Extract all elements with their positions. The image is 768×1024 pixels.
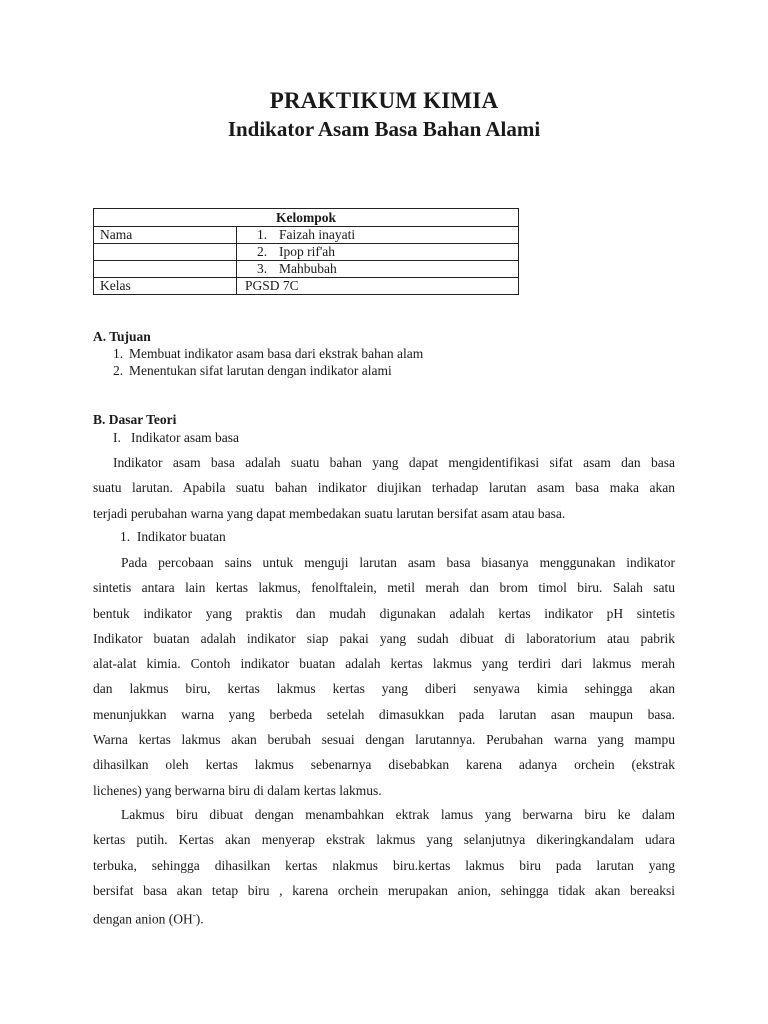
list-text: Membuat indikator asam basa dari ekstrak bahan alam — [129, 346, 424, 361]
class-value: PGSD 7C — [237, 278, 519, 295]
table-row — [94, 278, 519, 295]
member-name: Mahbubah — [279, 261, 337, 276]
empty-cell — [94, 244, 237, 261]
text-line: Pada percobaan sains untuk menguji larutan asam basa biasanya menggunakan indikator — [121, 555, 675, 570]
table-row — [94, 261, 519, 278]
text-fragment: ). — [195, 911, 204, 927]
text-line: Indikator asam basa adalah suatu bahan yang dapat mengidentifikasi sifat asam dan basa — [113, 455, 675, 470]
paragraph-1 — [93, 450, 675, 526]
member-cell — [237, 227, 519, 244]
group-table — [93, 208, 519, 295]
text-line: bersifat basa akan tetap biru , karena orchein merupakan anion, sehingga tidak akan bereaksi — [93, 882, 675, 898]
text-line: menunjukkan warna yang berbeda setelah dimasukkan pada larutan asan maupun basa. — [93, 706, 675, 722]
text-line: bentuk indikator yang praktis dan mudah digunakan adalah kertas indikator pH sintetis — [93, 605, 675, 621]
list-number: 2. — [113, 363, 124, 378]
paragraph-3 — [93, 802, 675, 932]
section-b-heading: B. Dasar Teori — [93, 412, 177, 427]
text-line: Indikator buatan adalah indikator siap pakai yang sudah dibuat di laboratorium atau pabrik — [93, 630, 675, 646]
text-line: terjadi perubahan warna yang dapat membedakan suatu larutan bersifat asam atau basa. — [93, 505, 566, 521]
text-line: lichenes) yang berwarna biru di dalam kertas lakmus. — [93, 782, 382, 798]
member-number: 1. — [257, 227, 268, 242]
list-text: Menentukan sifat larutan dengan indikator alami — [129, 363, 392, 378]
subheading-indikator-asam-basa: I. Indikator asam basa — [113, 430, 239, 445]
text-line: suatu larutan. Apabila suatu bahan indikator diujikan terhadap larutan asam basa maka akan — [93, 480, 675, 496]
text-line: dan lakmus biru, kertas lakmus kertas yang diberi senyawa kimia sehingga akan — [93, 681, 675, 697]
text-line: terbuka, sehingga dihasilkan kertas nlakmus biru.kertas lakmus biru pada larutan yang — [93, 857, 675, 873]
table-row — [94, 227, 519, 244]
text-line: Warna kertas lakmus akan berubah sesuai dengan larutannya. Perubahan warna yang mampu — [93, 732, 675, 748]
list-item — [113, 346, 423, 362]
text-fragment: dengan anion (OH — [93, 911, 193, 927]
superscript: - — [192, 910, 196, 921]
member-number: 2. — [257, 244, 268, 259]
member-cell — [237, 244, 519, 261]
group-table-heading: Kelompok — [94, 209, 519, 227]
list-number: 1. — [113, 346, 124, 361]
name-label: Nama — [94, 227, 237, 244]
text-line: dihasilkan oleh kertas lakmus sebenarnya disebabkan karena adanya orchein (ekstrak — [93, 757, 675, 773]
class-label: Kelas — [94, 278, 237, 295]
text-line: alat-alat kimia. Contoh indikator buatan adalah kertas lakmus yang terdiri dari lakmus merah — [93, 656, 675, 672]
page-title: PRAKTIKUM KIMIA — [269, 88, 499, 113]
text-line: kertas putih. Kertas akan menyerap ekstrak lakmus yang selanjutnya dikeringkandalam udara — [93, 832, 675, 848]
text-line: sintetis antara lain kertas lakmus, fenolftalein, metil merah dan brom timol biru. Salah satu — [93, 580, 675, 596]
empty-cell — [94, 261, 237, 278]
text-line: Lakmus biru dibuat dengan menambahkan ektrak lamus yang berwarna biru ke dalam — [121, 807, 675, 822]
member-name: Faizah inayati — [279, 227, 356, 242]
table-row — [94, 244, 519, 261]
member-name: Ipop rif'ah — [279, 244, 336, 259]
member-number: 3. — [257, 261, 268, 276]
text-line — [93, 903, 675, 932]
member-cell — [237, 261, 519, 278]
section-a-heading: A. Tujuan — [93, 329, 151, 344]
paragraph-2 — [93, 550, 675, 803]
page-subtitle: Indikator Asam Basa Bahan Alami — [227, 117, 541, 141]
subheading-indikator-buatan: 1. Indikator buatan — [120, 529, 226, 544]
list-item — [113, 363, 392, 379]
